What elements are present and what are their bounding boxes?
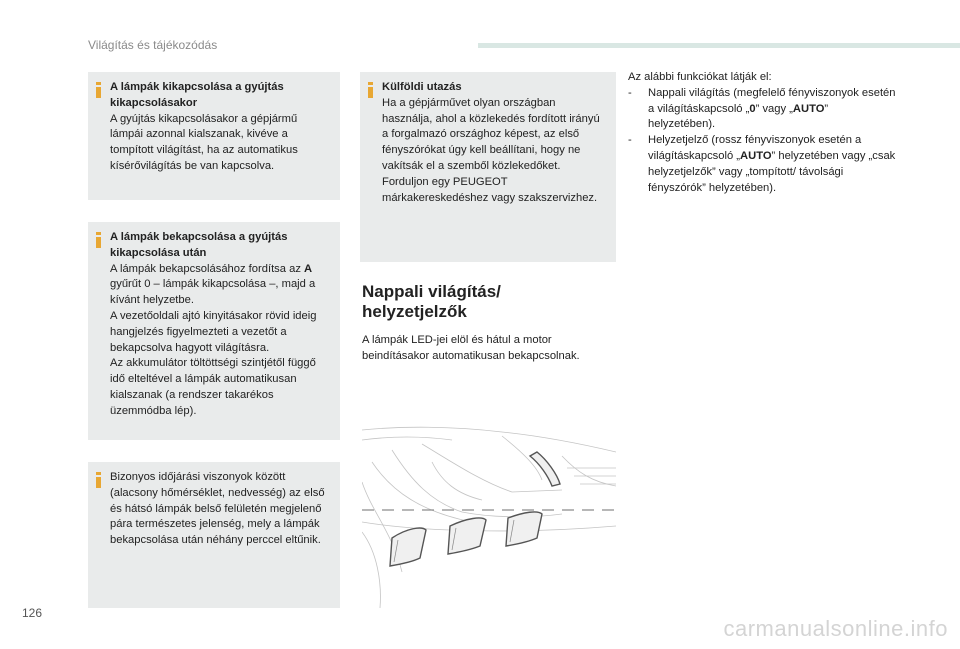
section-body: A lámpák LED-jei elöl és hátul a motor beindításakor automatikusan bekapcsolnak. <box>362 334 580 362</box>
daytime-lights-functions <box>628 70 898 196</box>
info-box-text: A vezetőoldali ajtó kinyitásakor rövid ideig hangjelzés figyelmezteti a vezetőt a bekapcsolva hagyott világításra. <box>110 309 317 354</box>
text-bold-part: AUTO <box>740 149 772 162</box>
text-part: Helyzetjelző (rossz fényviszonyok esetén a világításkapcsoló „ <box>648 134 862 162</box>
info-box-heading: A lámpák bekapcsolása a gyújtás kikapcsolása után <box>110 231 288 259</box>
text-part: ” helyzetében). <box>648 102 829 131</box>
text-part: ” helyzetében vagy „csak helyzetjelzők” vagy „tompított/ távolsági fényszórók” helyzetében). <box>648 149 896 194</box>
info-box-text: Ha a gépjárművet olyan országban használja, ahol a közlekedés fordított irányú a forgalmazó országhoz képest, az első fényszórókat úgy kell beállítani, hogy ne vakítsák el a szemből közlekedőket. Forduljon egy PEUGEOT márkakereskedéshez vagy szakszervizhez. <box>382 96 600 204</box>
info-icon <box>96 472 101 488</box>
info-box-condensation <box>88 462 340 608</box>
page-number: 126 <box>22 606 43 620</box>
info-icon <box>96 82 101 98</box>
text-part: A lámpák bekapcsolásához fordítsa az <box>110 262 305 275</box>
header-accent-bar <box>478 43 960 48</box>
text-part: Nappali világítás (megfelelő fényviszonyok esetén a világításkapcsoló „ <box>648 86 896 115</box>
section-title-line: helyzetjelzők <box>362 302 467 321</box>
section-title <box>362 282 602 322</box>
text-bold-part: 0 <box>749 102 756 115</box>
info-box-heading: A lámpák kikapcsolása a gyújtás kikapcsolásakor <box>110 81 284 109</box>
text-part: ” vagy „ <box>755 102 793 115</box>
list-dash: - <box>628 86 632 99</box>
section-title-line: Nappali világítás/ <box>362 282 501 301</box>
info-box-travel-abroad <box>360 72 616 262</box>
info-box-text: Az akkumulátor töltöttségi szintjétől függő idő elteltével a lámpák automatikusan kialszanak (a rendszer takarékos üzemmódba lép). <box>110 357 316 417</box>
info-box-heading: Külföldi utazás <box>382 81 462 93</box>
info-box-text <box>110 262 330 309</box>
info-icon <box>368 82 373 98</box>
text-bold-part: AUTO <box>792 102 825 115</box>
info-box-text: A gyújtás kikapcsolásakor a gépjármű lámpái azonnal kialszanak, kivéve a tompított világítást, ha az automatikus kísérővilágítás be van kapcsolva. <box>110 112 298 172</box>
list-dash: - <box>628 134 632 147</box>
info-box-lights-off <box>88 72 340 200</box>
page-section-title: Világítás és tájékozódás <box>88 38 218 52</box>
functions-intro: Az alábbi funkciókat látják el: <box>628 71 772 83</box>
list-item <box>628 133 898 196</box>
text-part: gyűrűt 0 – lámpák kikapcsolása –, majd a kívánt helyzetbe. <box>110 278 316 307</box>
info-icon <box>96 232 101 248</box>
car-lights-illustration <box>362 422 616 608</box>
info-box-text: Bizonyos időjárási viszonyok között (alacsony hőmérséklet, nedvesség) az első és hátsó lámpák belső felületén megjelenő pára természetes jelenség, mely a lámpák bekapcsolása után néhány perccel eltűnik. <box>110 471 325 547</box>
info-box-lights-on <box>88 222 340 440</box>
functions-list <box>628 86 898 197</box>
text-bold-part: A <box>304 262 313 275</box>
watermark: carmanualsonline.info <box>723 616 948 641</box>
list-item <box>628 86 898 133</box>
